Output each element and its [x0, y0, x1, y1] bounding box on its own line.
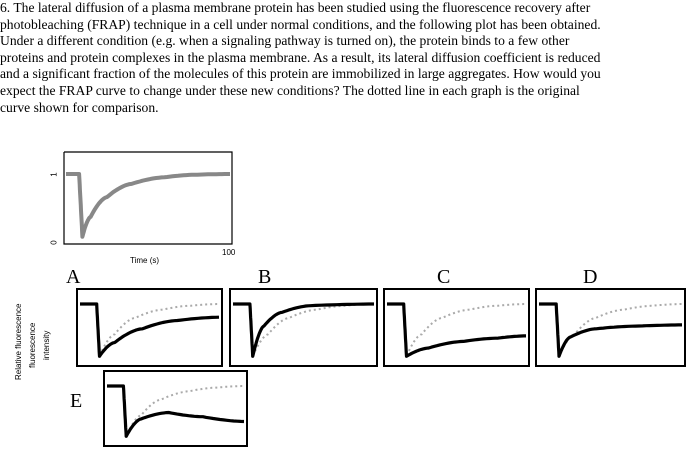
original-curve [66, 174, 230, 237]
option-graph-d[interactable] [535, 288, 686, 367]
question-line: curve shown for comparison. [0, 99, 159, 115]
y-axis-label: fluorescence [28, 322, 37, 368]
axis-frame [64, 152, 232, 244]
option-curve [80, 304, 219, 356]
option-label-c[interactable]: C [437, 266, 451, 288]
original-reference-curve [107, 386, 244, 436]
option-graph-a[interactable] [76, 288, 223, 367]
question-line: and a significant fraction of the molecules of this protein are immobilized in large aggregates. How would you [0, 66, 601, 82]
option-label-a[interactable]: A [66, 266, 81, 288]
question-line: expect the FRAP curve to change under these new conditions? The dotted line in each graph is the original [0, 82, 580, 98]
question-line: photobleaching (FRAP) technique in a cell under normal conditions, and the following plot has been obtained. [0, 16, 601, 32]
y-tick-max: 1 [49, 172, 59, 177]
question-line: proteins and protein complexes in the plasma membrane. As a result, its lateral diffusion coefficient is reduced [0, 49, 601, 65]
option-label-d[interactable]: D [583, 266, 598, 288]
original-reference-curve [80, 304, 219, 356]
main-plot-area [62, 150, 234, 246]
y-axis-label: intensity [42, 330, 51, 360]
option-graph-b[interactable] [229, 288, 378, 367]
y-tick-min: 0 [49, 240, 59, 245]
question-line: Under a different condition (e.g. when a signaling pathway is turned on), the protein binds to a few other [0, 33, 570, 49]
option-curve [233, 304, 374, 356]
option-label-e[interactable]: E [70, 390, 83, 412]
question-line: 6. The lateral diffusion of a plasma membrane protein has been studied using the fluorescence recovery after [0, 0, 591, 15]
x-axis-label: Time (s) [130, 256, 160, 265]
option-graph-c[interactable] [383, 288, 530, 367]
original-reference-curve [387, 304, 526, 356]
option-curve [107, 386, 244, 436]
y-axis-label: Relative fluorescence [14, 303, 23, 380]
option-graph-e[interactable] [103, 370, 248, 447]
question-text [0, 0, 700, 116]
option-curve [387, 304, 526, 356]
x-tick-max: 100 [222, 248, 236, 257]
option-label-b[interactable]: B [258, 266, 272, 288]
